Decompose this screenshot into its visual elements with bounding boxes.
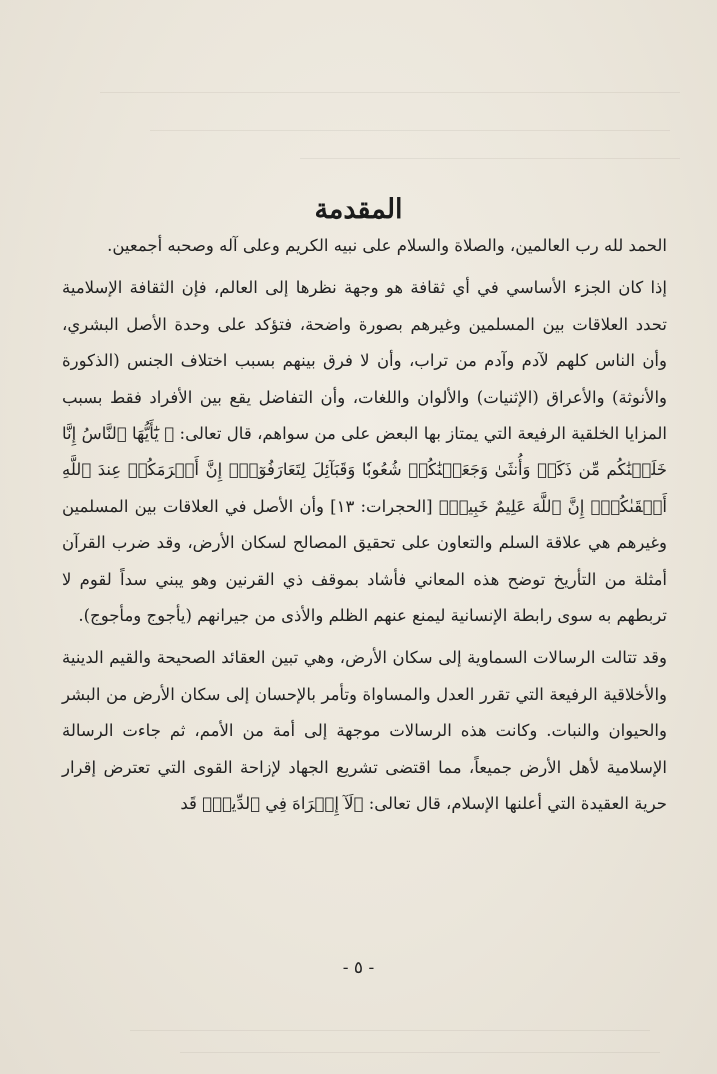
bleed-through-line xyxy=(180,1052,660,1053)
body-text xyxy=(62,228,667,823)
page-title: المقدمة xyxy=(314,194,403,226)
bleed-through-line xyxy=(100,92,680,93)
paragraph-opening: الحمد لله رب العالمين، والصلاة والسلام على نبيه الكريم وعلى آله وصحبه أجمعين. xyxy=(107,236,667,255)
page-number: - ٥ - xyxy=(342,958,375,978)
bleed-through-line xyxy=(130,1030,650,1031)
bleed-through-line xyxy=(300,158,680,159)
paragraph-messages: وقد تتالت الرسالات السماوية إلى سكان الأرض، وهي تبين العقائد الصحيحة والقيم الدينية والأخلاقية الرفيعة التي تقرر العدل والمساواة وتأمر بالإحسان إلى سكان الأرض من البشر والحيوان والنبات. وكانت هذه الرسالات موجهة إلى أمة من الأمم، ثم جاءت الرسالة الإسلامية لأهل الأرض جميعاً، مما اقتضى تشريع الجهاد لإزاحة القوى التي تعترض إقرار حرية العقيدة التي أعلنها الإسلام، قال تعالى: ﴿لَآ إِكۡرَاهَ فِي ٱلدِّينِۖ قَد xyxy=(62,648,667,814)
paragraph-culture: إذا كان الجزء الأساسي في أي ثقافة هو وجهة نظرها إلى العالم، فإن الثقافة الإسلامية تحدد العلاقات بين المسلمين وغيرهم بصورة واضحة، فتؤكد على وحدة الأصل البشري، وأن الناس كلهم لآدم وآدم من تراب، وأن لا فرق بينهم بسبب اختلاف الجنس (الذكورة والأنوثة) والأعراق (الإثنيات) والألوان واللغات، وأن التفاضل يقع بين الأفراد فقط بسبب المزايا الخلقية الرفيعة التي يمتاز بها البعض على من سواهم، قال تعالى: ﴿ يَٰٓأَيُّهَا ٱلنَّاسُ إِنَّا خَلَقۡنَٰكُم مِّن ذَكَرٖ وَأُنثَىٰ وَجَعَلۡنَٰكُمۡ شُعُوبٗا وَقَبَآئِلَ لِتَعَارَفُوٓاْۚ إِنَّ أَكۡرَمَكُمۡ عِندَ ٱللَّهِ أَتۡقَىٰكُمۡۚ إِنَّ ٱللَّهَ عَلِيمٌ خَبِيرٞ﴾ [الحجرات: ١٣] وأن الأصل في العلاقات بين المسلمين وغيرهم هي علاقة السلم والتعاون على تحقيق المصالح لسكان الأرض، وقد ضرب القرآن أمثلة من التأريخ توضح هذه المعاني فأشاد بموقف ذي القرنين وهو يبني سداً لقوم لا تربطهم به سوى رابطة الإنسانية ليمنع عنهم الظلم والأذى من جيرانهم (يأجوج ومأجوج). xyxy=(62,278,667,626)
bleed-through-line xyxy=(150,130,670,131)
